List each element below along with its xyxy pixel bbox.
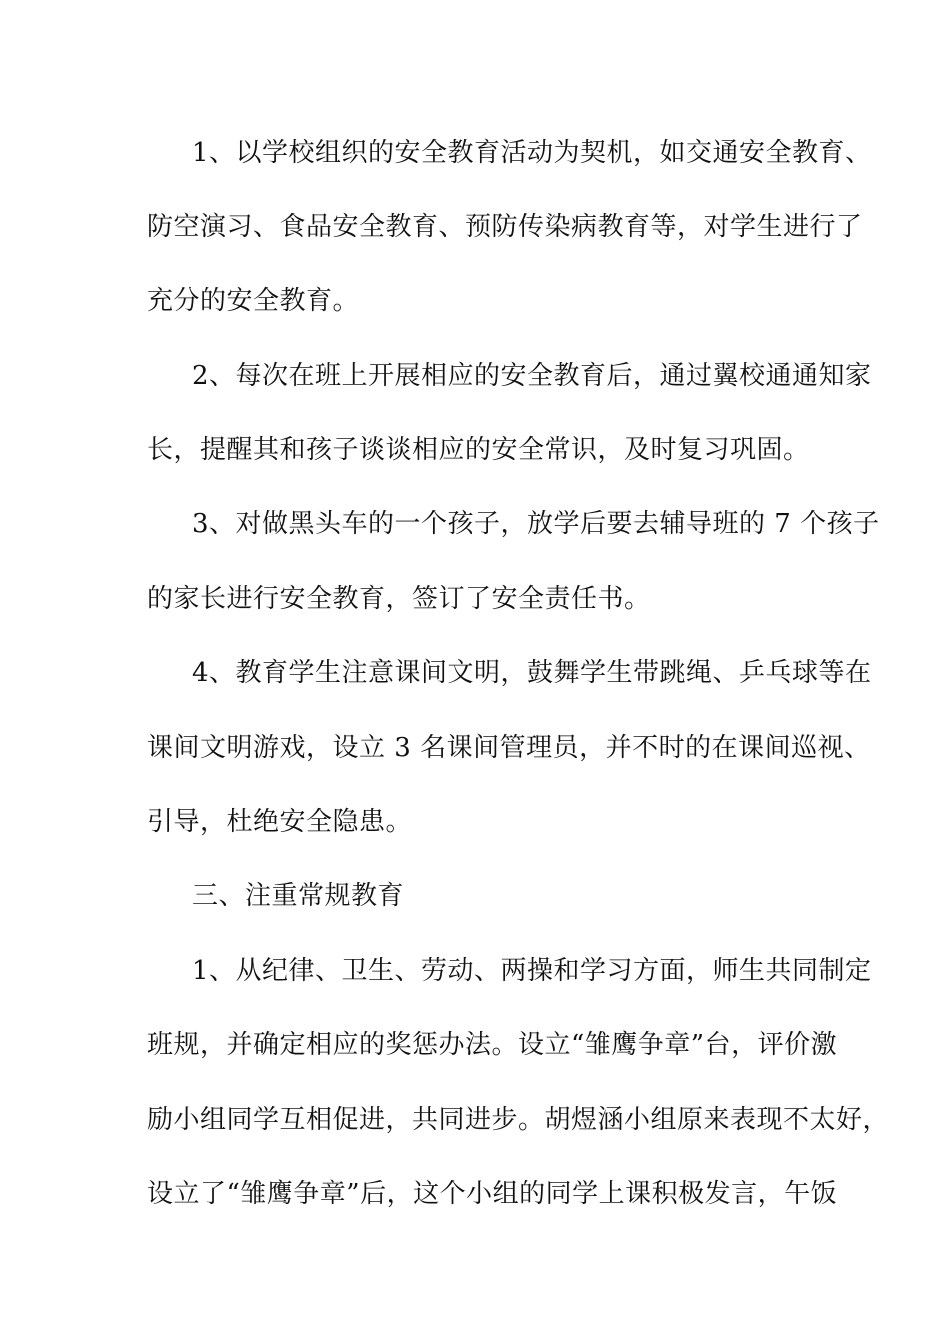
paragraph-1-line-1: 1、以学校组织的安全教育活动为契机，如交通安全教育、 (192, 138, 872, 168)
section-heading: 三、注重常规教育 (192, 881, 405, 911)
paragraph-5-line-1: 1、从纪律、卫生、劳动、两操和学习方面，师生共同制定 (192, 956, 872, 986)
paragraph-4-line-2: 课间文明游戏，设立 3 名课间管理员，并不时的在课间巡视、 (147, 733, 871, 763)
paragraph-2-line-2: 长，提醒其和孩子谈谈相应的安全常识，及时复习巩固。 (147, 435, 810, 465)
paragraph-4-line-3: 引导，杜绝安全隐患。 (147, 807, 413, 837)
paragraph-5-line-4: 设立了“雏鹰争章”后，这个小组的同学上课积极发言，午饭 (147, 1179, 838, 1209)
paragraph-1-line-2: 防空演习、食品安全教育、预防传染病教育等，对学生进行了 (147, 212, 863, 242)
paragraph-5-line-2: 班规，并确定相应的奖惩办法。设立“雏鹰争章”台，评价激 (147, 1030, 838, 1060)
paragraph-5-line-3: 励小组同学互相促进，共同进步。胡煜涵小组原来表现不太好， (147, 1105, 890, 1135)
paragraph-3-line-1: 3、对做黑头车的一个孩子，放学后要去辅导班的 7 个孩子 (192, 509, 880, 539)
paragraph-3-line-2: 的家长进行安全教育，签订了安全责任书。 (147, 584, 651, 614)
paragraph-2-line-1: 2、每次在班上开展相应的安全教育后，通过翼校通通知家 (192, 361, 872, 391)
paragraph-4-line-1: 4、教育学生注意课间文明，鼓舞学生带跳绳、乒乓球等在 (192, 658, 872, 688)
paragraph-1-line-3: 充分的安全教育。 (147, 286, 360, 316)
